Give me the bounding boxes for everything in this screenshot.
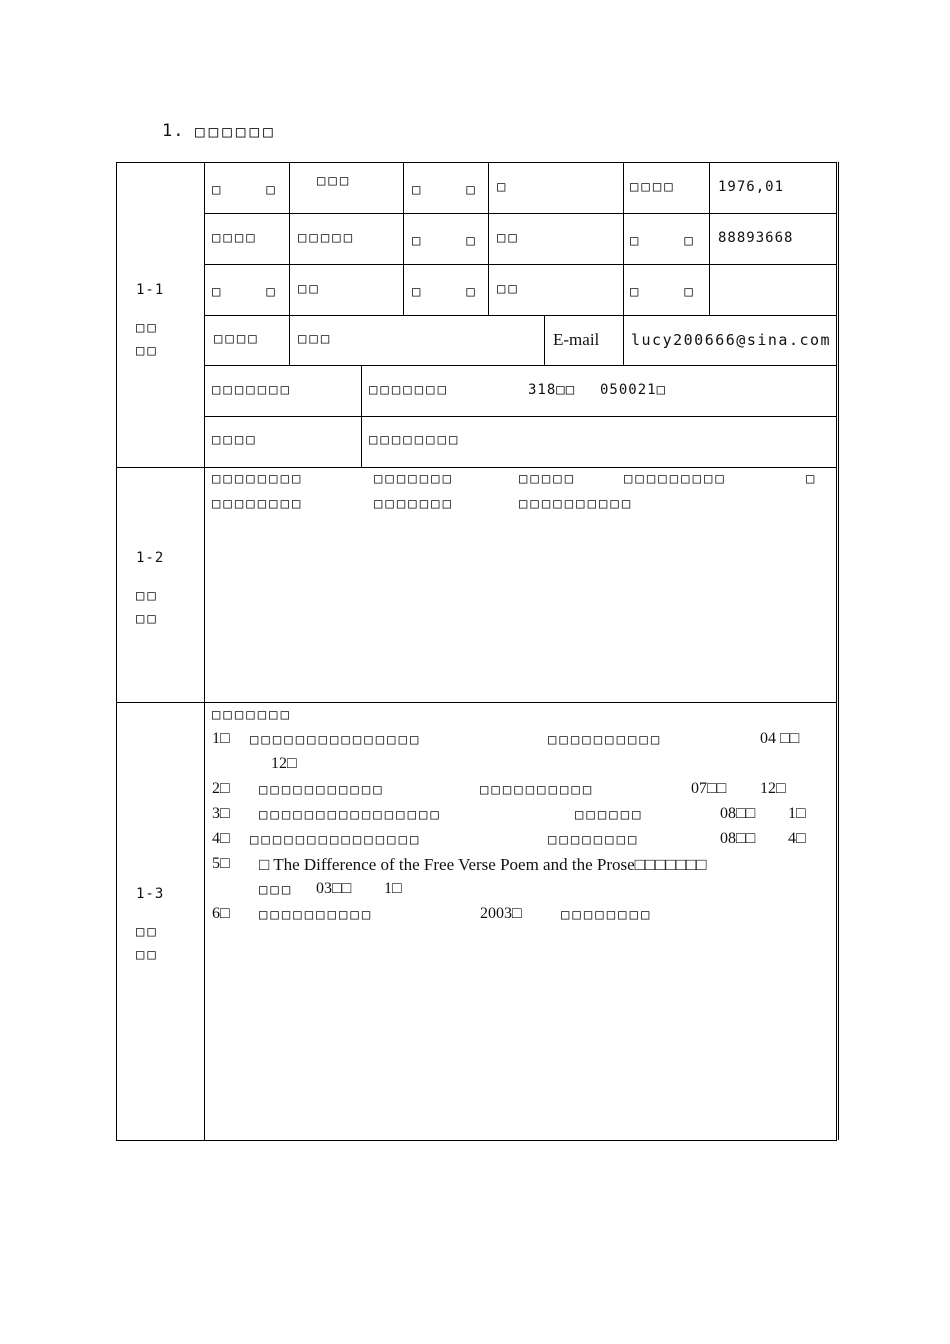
section-label: □□ (136, 947, 159, 963)
list-item-year: 08□□ (720, 805, 756, 822)
address-number: 318□□ (528, 382, 576, 398)
section-label: □□ (136, 611, 159, 627)
row2-label-2: □ □ (412, 233, 481, 249)
list-item-venue: □□□ (259, 882, 294, 898)
section-code: 1-3 (136, 886, 165, 902)
section-code: 1-2 (136, 550, 165, 566)
row3-label-1: □ □ (212, 284, 281, 300)
section-label: □□ (136, 343, 159, 359)
section-code: 1-1 (136, 282, 165, 298)
phone-label: □ □ (630, 233, 699, 249)
list-item-number: 3□ (212, 805, 230, 822)
publications-intro: □□□□□□□ (212, 707, 293, 723)
row2-value-2: □□ (497, 230, 520, 246)
list-item-venue: 2003□ (480, 905, 522, 922)
list-item-extra: 12□ (760, 780, 786, 797)
birth-date-value: 1976,01 (718, 179, 785, 195)
section-number: 1. (162, 121, 185, 141)
list-item-extra: 1□ (384, 880, 402, 897)
postal-code: 050021□ (600, 382, 667, 398)
row3-label-2: □ □ (412, 284, 481, 300)
list-item-extra: 1□ (788, 805, 806, 822)
list-item-number: 6□ (212, 905, 230, 922)
name-value: □□□ (317, 173, 352, 189)
row3-label-3: □ □ (630, 284, 699, 300)
section-label: □□ (136, 320, 159, 336)
list-item-number: 4□ (212, 830, 230, 847)
row4-value-1: □□□ (298, 331, 333, 347)
list-item-venue: □□□□□□□□□□ (548, 732, 663, 748)
list-item-title: □□□□□□□□□□□ (259, 782, 385, 798)
list-item-venue: □□□□□□ (575, 807, 644, 823)
birth-date-label: □□□□ (630, 179, 676, 195)
list-item-number: 1□ (212, 730, 230, 747)
row6-value: □□□□□□□□ (369, 432, 461, 448)
section-label: □□ (136, 588, 159, 604)
email-value: lucy200666@sina.com (631, 331, 832, 349)
row3-value-2: □□ (497, 281, 520, 297)
address-value: □□□□□□□ (369, 382, 450, 398)
list-item-number: 2□ (212, 780, 230, 797)
list-item-venue: □□□□□□□□□□ (480, 782, 595, 798)
email-label: E-mail (553, 330, 600, 349)
list-item-title: □□□□□□□□□□□□□□□ (250, 732, 422, 748)
list-item-year: 03□□ (316, 880, 352, 897)
phone-value: 88893668 (718, 230, 794, 246)
row6-label: □□□□ (212, 432, 258, 448)
name-label: □ □ (212, 182, 281, 198)
list-item-extra: 12□ (271, 755, 297, 772)
list-item-title: □ The Difference of the Free Verse Poem and the Prose□□□□□□□ (259, 855, 707, 874)
row2-label-1: □□□□ (212, 230, 258, 246)
list-item-title: □□□□□□□□□□□□□□□□ (259, 807, 442, 823)
list-item-year: 04 □□ (760, 730, 800, 747)
list-item-year: 07□□ (691, 780, 727, 797)
row2-value-1: □□□□□ (298, 230, 356, 246)
section-title: □□□□□□ (195, 122, 277, 141)
row4-label-1: □□□□ (214, 331, 260, 347)
address-label: □□□□□□□ (212, 382, 293, 398)
list-item-extra: 4□ (788, 830, 806, 847)
list-item-number: 5□ (212, 855, 230, 872)
list-item-title: □□□□□□□□□□□□□□□ (250, 832, 422, 848)
list-item-venue: □□□□□□□□ (548, 832, 640, 848)
gender-label: □ □ (412, 182, 481, 198)
row3-value-1: □□ (298, 281, 321, 297)
section-label: □□ (136, 924, 159, 940)
gender-value: □ (497, 179, 509, 195)
list-item-year: 08□□ (720, 830, 756, 847)
list-item-year: □□□□□□□□ (561, 907, 653, 923)
list-item-title: □□□□□□□□□□ (259, 907, 374, 923)
